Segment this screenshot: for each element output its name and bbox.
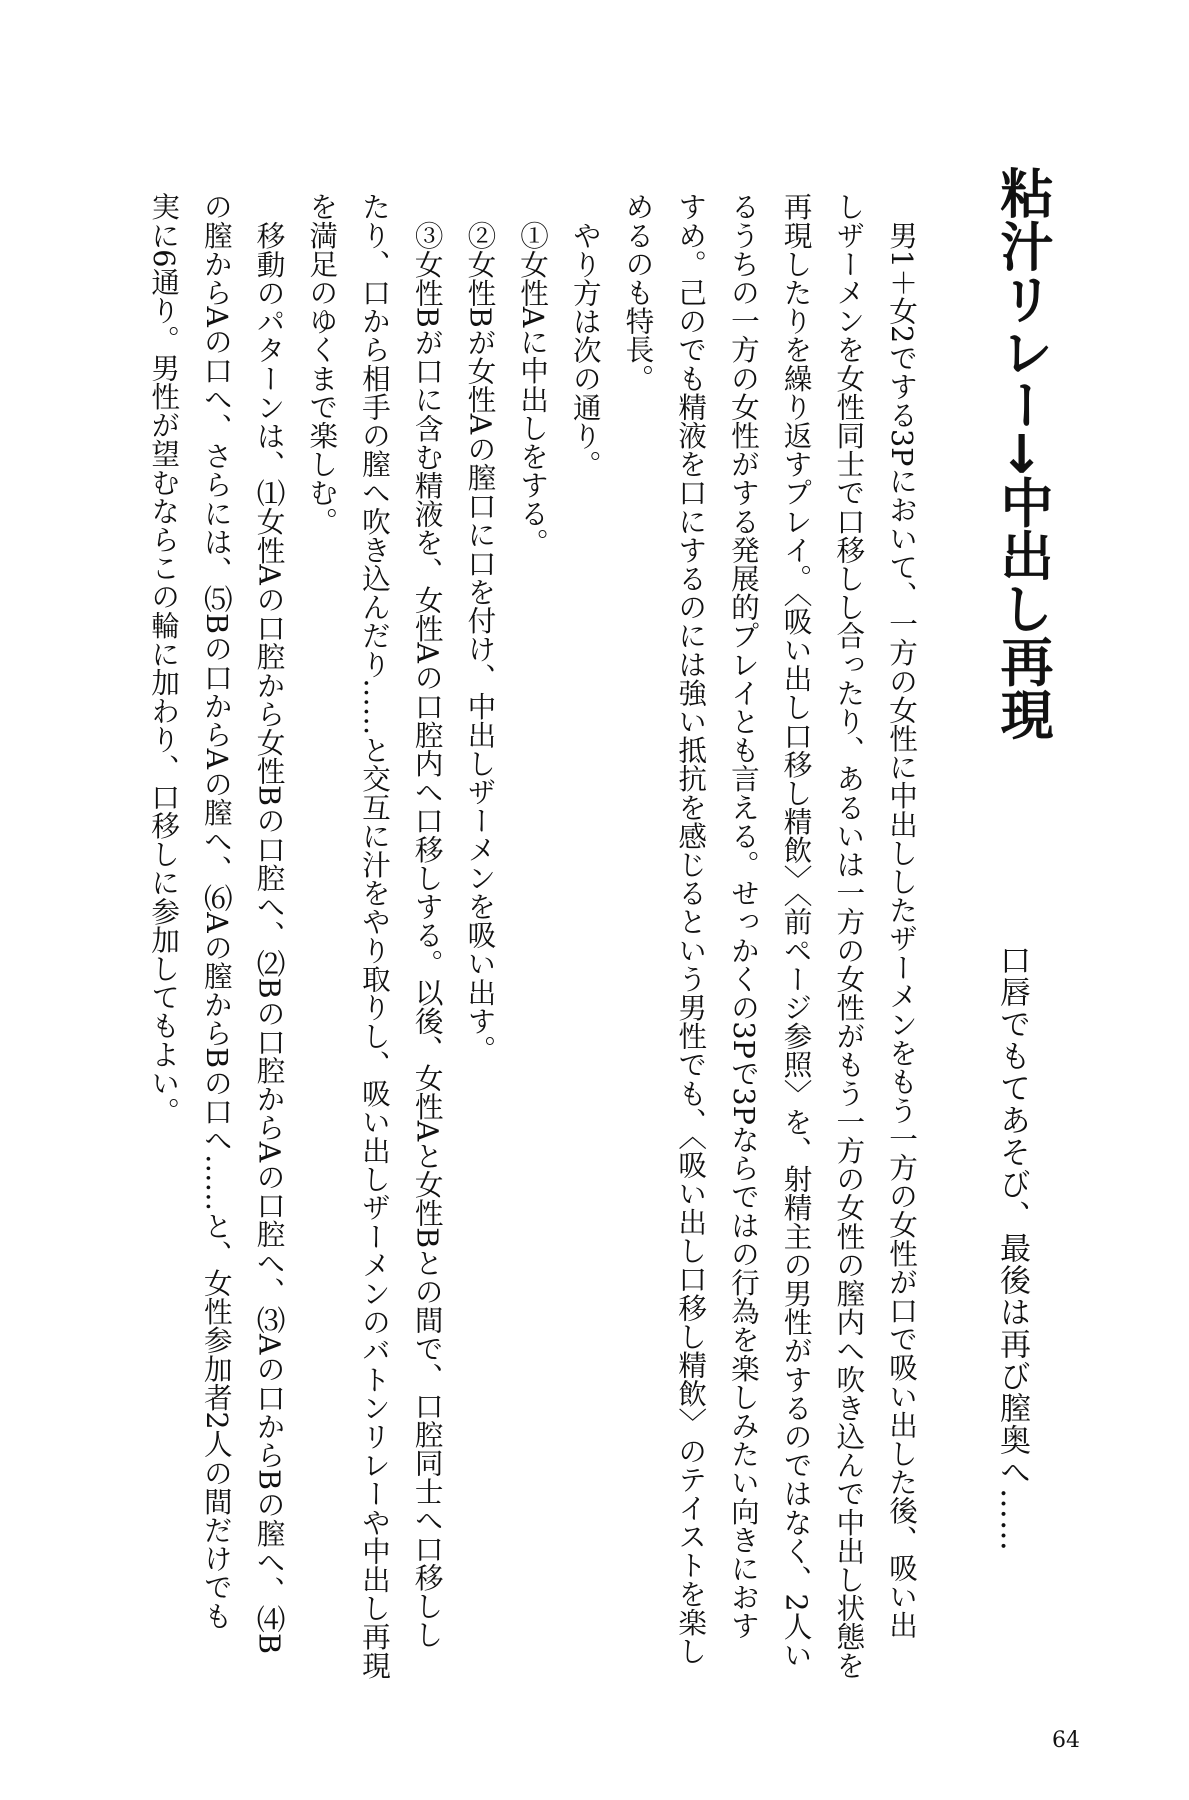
section-title: 粘汁リレー→中出し再現 <box>992 166 1053 741</box>
text-column: るうちの一方の女性がする発展的プレイとも言える。せっかくの3Pで3Pならではの行為を楽しみたい向きにおす <box>726 192 761 1640</box>
text-column: しザーメンを女性同士で口移しし合ったり、あるいは一方の女性がもう一方の女性の膣内へ吹き込んで中出し状態を <box>832 192 867 1680</box>
page-number: 64 <box>1052 1728 1080 1753</box>
text-column: を満足のゆくまで楽しむ。 <box>305 192 340 536</box>
text-column: めるのも特長。 <box>621 192 656 393</box>
section-subtitle: 口唇でもてあそび、最後は再び膣奥へ…… <box>994 944 1030 1552</box>
text-column: ③女性Bが口に含む精液を、女性Aの口腔内へ口移しする。以後、女性Aと女性Bとの間で、口腔同士へ口移しし <box>410 220 445 1649</box>
text-column: すめ。己のでも精液を口にするのには強い抵抗を感じるという男性でも、〈吸い出し口移し精飲〉のテイストを楽し <box>674 192 709 1665</box>
text-column: 実に6通り。男性が望むならこの輪に加わり、口移しに参加してもよい。 <box>147 192 182 1126</box>
text-column: 男1＋女2でする3Pにおいて、一方の女性に中出ししたザーメンをもう一方の女性が口で吸い出した後、吸い出 <box>885 220 919 1639</box>
text-column: の膣からAの口へ、さらには、⑸Bの口からAの膣へ、⑹Aの膣からBの口へ……と、女性参加者2人の間だけでも <box>199 192 234 1630</box>
text-column: たり、口から相手の膣へ吹き込んだり……と交互に汁をやり取りし、吸い出しザーメンのバトンリレーや中出し再現 <box>357 192 392 1680</box>
text-column: 移動のパターンは、⑴女性Aの口腔から女性Bの口腔へ、⑵Bの口腔からAの口腔へ、⑶Aの口からBの膣へ、⑷B <box>252 220 287 1654</box>
text-column: ②女性Bが女性Aの膣口に口を付け、中出しザーメンを吸い出す。 <box>463 220 498 1064</box>
body-text <box>136 192 928 1680</box>
text-column: やり方は次の通り。 <box>568 220 603 478</box>
text-column: ①女性Aに中出しをする。 <box>516 220 551 556</box>
text-column: 再現したりを繰り返すプレイ。〈吸い出し口移し精飲〉〈前ページ参照〉を、射精主の男性がするのではなく、2人い <box>779 192 814 1669</box>
